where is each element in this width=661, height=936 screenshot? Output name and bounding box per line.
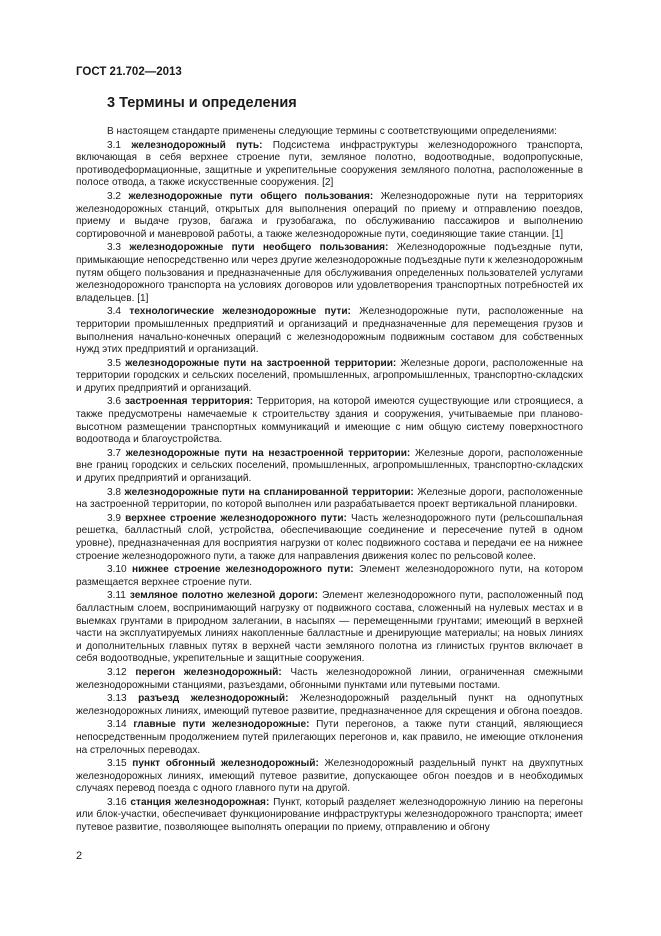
term-name: пункт обгонный железнодорожный: bbox=[132, 758, 319, 770]
term-paragraph bbox=[76, 797, 583, 835]
intro-paragraph: В настоящем стандарте применены следующие термины с соответствующими определениями: bbox=[107, 126, 557, 137]
term-paragraph bbox=[76, 358, 583, 396]
term-number: 3.9 bbox=[107, 512, 122, 524]
terms-list bbox=[76, 140, 583, 835]
section-title: 3 Термины и определения bbox=[107, 95, 297, 111]
term-name: железнодорожные пути на застроенной территории: bbox=[125, 357, 397, 369]
term-paragraph bbox=[76, 758, 583, 796]
term-name: перегон железнодорожный: bbox=[135, 666, 282, 678]
term-number: 3.1 bbox=[107, 139, 122, 151]
page-number: 2 bbox=[76, 850, 83, 862]
term-paragraph bbox=[76, 564, 583, 589]
term-number: 3.7 bbox=[107, 447, 122, 459]
term-definition: Часть железнодорожной линии, ограниченная смежными железнодорожными станциями, разъездами, обгонными пунктами или путевыми постами. bbox=[76, 666, 583, 691]
document-header: ГОСТ 21.702—2013 bbox=[76, 66, 182, 78]
term-number: 3.3 bbox=[107, 242, 122, 254]
term-name: верхнее строение железнодорожного пути: bbox=[125, 512, 347, 524]
term-definition: Пути перегонов, а также пути станций, являющиеся непосредственным продолжением путей прилегающих перегонов и, как правило, не имеющие отклонения на стрелочных переводах. bbox=[76, 719, 583, 756]
term-definition: Железные дороги, расположенные на территории городских и сельских поселений, промышленных, агропромышленных, транспортно-складских и других предприятий и организаций. bbox=[76, 357, 583, 394]
term-definition: Железные дороги, расположенные вне границ городских и сельских поселений, промышленных, агропромышленных, транспортно-складских и других предприятий и организаций. bbox=[76, 447, 584, 485]
term-definition: Территория, на которой имеются существующие или строящиеся, а также предусмотрены намечаемые к строительству здания и сооружения, учитываемые при планово-высотном размещении транспортных коммуникаций и имеющие с ним общую систему поверхностного водоотвода и благоустройства. bbox=[76, 396, 583, 446]
term-definition: Железные дороги, расположенные на застроенной территории, по которой выполнен или разрабатывается проект вертикальной планировки. bbox=[76, 486, 583, 511]
terms-content bbox=[76, 126, 583, 836]
term-definition: Часть железнодорожного пути (рельсошпальная решетка, балластный слой, устройства, обеспечивающие соединение и пересечение путей в одном уровне), предназначенная для восприятия нагрузки от колес подвижного состава и передачи ее на нижнее строение железнодорожного пути, а также для направления движения колес по рельсовой колее. bbox=[76, 512, 584, 562]
term-paragraph bbox=[76, 140, 583, 190]
term-number: 3.8 bbox=[107, 486, 122, 498]
term-name: железнодорожные пути необщего пользования: bbox=[129, 242, 389, 254]
term-definition: Железнодорожный раздельный пункт на однопутных железнодорожных линиях, имеющий путевое развитие, предназначенное для скрещения и обгона поездов. bbox=[76, 693, 583, 717]
term-number: 3.16 bbox=[107, 796, 127, 808]
term-paragraph bbox=[76, 513, 583, 563]
term-number: 3.4 bbox=[107, 306, 122, 318]
term-number: 3.11 bbox=[107, 590, 126, 602]
term-name: железнодорожные пути на незастроенной территории: bbox=[125, 447, 411, 459]
term-definition: Железнодорожные пути, расположенные на территории промышленных предприятий и организаций и предназначенные для перемещения грузов и выполнения начально-конечных операций с железнодорожным подвижным составом для собственных нужд этих предприятий и организаций. bbox=[76, 306, 583, 356]
term-number: 3.5 bbox=[107, 357, 122, 369]
term-name: технологические железнодорожные пути: bbox=[129, 306, 351, 318]
term-name: застроенная территория: bbox=[124, 396, 254, 408]
term-name: земляное полотно железной дороги: bbox=[129, 590, 318, 602]
term-definition: Пункт, который разделяет железнодорожную линию на перегоны или блок-участки, обеспечивает функционирование инфраструктуры железнодорожного транспорта; имеет путевое развитие, позволяющее выполнять операции по приему, отправлению и обгону bbox=[76, 796, 583, 834]
term-number: 3.2 bbox=[107, 190, 122, 202]
term-number: 3.6 bbox=[107, 396, 122, 408]
term-paragraph bbox=[76, 306, 583, 356]
term-number: 3.13 bbox=[107, 693, 127, 705]
term-paragraph bbox=[76, 719, 583, 757]
term-paragraph bbox=[76, 242, 583, 305]
term-definition: Подсистема инфраструктуры железнодорожного транспорта, включающая в себя верхнее строение пути, земляное полотно, водоотводные, водопропускные, противодеформационные, защитные и укрепительные сооружения земляного полотна, расположенные в полосе отвода, а также искусственные сооружения. [2] bbox=[76, 139, 583, 189]
term-definition: Элемент железнодорожного пути, на котором размещается верхнее строение пути. bbox=[76, 564, 584, 588]
term-paragraph bbox=[76, 191, 583, 241]
term-name: главные пути железнодорожные: bbox=[133, 719, 310, 731]
term-name: станция железнодорожная: bbox=[130, 796, 270, 808]
term-name: разъезд железнодорожный: bbox=[138, 693, 289, 705]
term-number: 3.10 bbox=[107, 564, 127, 576]
term-definition: Железнодорожные пути на территориях железнодорожных станций, открытых для выполнения операций по приему и отправлению поездов, приему и выдаче грузов, багажа и грузобагажа, по обслуживанию пассажиров и выполнению сортировочной и маневровой работы, а также железнодорожные пути, соединяющие такие станции. [1] bbox=[76, 190, 583, 240]
term-number: 3.15 bbox=[107, 758, 127, 770]
term-number: 3.14 bbox=[107, 719, 127, 731]
term-paragraph bbox=[76, 396, 583, 446]
term-definition: Железнодорожные подъездные пути, примыкающие непосредственно или через другие железнодорожные подъездные пути к железнодорожным путям общего пользования и предназначенные для обслуживания определенных пользователей услугами железнодорожного транспорта на условиях договоров или удовлетворения транспортных потребностей их владельцев. [1] bbox=[76, 242, 583, 304]
term-name: железнодорожные пути общего пользования: bbox=[128, 190, 374, 202]
term-paragraph bbox=[76, 487, 583, 512]
term-number: 3.12 bbox=[107, 666, 127, 678]
term-paragraph bbox=[76, 590, 583, 666]
term-name: нижнее строение железнодорожного пути: bbox=[132, 564, 354, 576]
term-definition: Железнодорожный раздельный пункт на двухпутных железнодорожных линиях, имеющий путевое развитие, допускающее обгон поездов и в необходимых случаях перевод поезда с одного главного пути на другой. bbox=[76, 758, 583, 795]
term-name: железнодорожные пути на спланированной территории: bbox=[124, 486, 414, 498]
term-paragraph bbox=[76, 693, 583, 718]
term-paragraph bbox=[76, 667, 583, 692]
term-definition: Элемент железнодорожного пути, расположенный под балластным слоем, воспринимающий нагрузку от подвижного состава, сложенный на нулевых местах и в выемках грунтами в природном залегании, в насыпях — перемещенными грунтами; имеющий в верхней части на эксплуатируемых линиях накопленные балластные и дренирующие материалы; на новых линиях и дополнительных главных путях в верхней части земляного полотна из глинистых грунтов включает в себя водоотводные, укрепительные и защитные сооружения. bbox=[76, 590, 584, 665]
term-paragraph bbox=[76, 448, 583, 486]
term-name: железнодорожный путь: bbox=[131, 139, 263, 151]
